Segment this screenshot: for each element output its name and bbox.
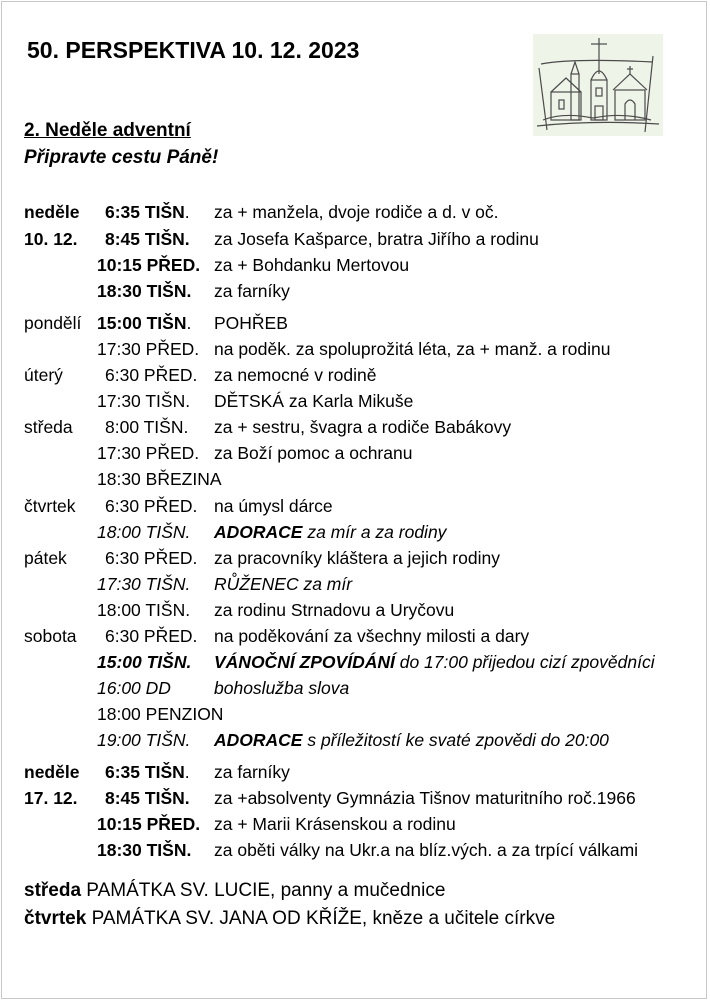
row-intention	[214, 838, 638, 862]
row-time	[105, 546, 197, 570]
row-time	[97, 572, 190, 596]
row-intention	[214, 441, 412, 465]
row-intention	[214, 676, 349, 700]
footer-day: středa	[24, 880, 82, 901]
row-intention	[214, 389, 413, 413]
row-day: 10. 12.	[24, 229, 78, 249]
footer-text: PAMÁTKA SV. LUCIE, panny a mučednice	[81, 880, 446, 901]
row-time	[97, 467, 222, 491]
row-time-suffix: .	[184, 202, 190, 222]
row-time-suffix: .	[184, 762, 190, 782]
row-time	[97, 728, 190, 752]
row-time-text: 15:00 TIŠN.	[97, 652, 192, 672]
row-time-text: 17:30 PŘED.	[97, 443, 200, 463]
row-intention-text: za farníky	[214, 762, 290, 782]
row-intention-text: za nemocné v rodině	[214, 365, 377, 385]
row-intention-text: na poděkování za všechny milosti a dary	[214, 626, 530, 646]
row-intention-text: RŮŽENEC za mír	[214, 574, 353, 594]
footer-line	[24, 880, 445, 902]
row-day: neděle	[24, 762, 80, 782]
row-intention	[214, 415, 511, 439]
row-intention-text: za + Bohdanku Mertovou	[214, 255, 410, 275]
row-time	[97, 838, 191, 862]
row-intention-text: DĚTSKÁ za Karla Mikuše	[214, 391, 414, 411]
row-time-text: 6:30 PŘED.	[105, 626, 198, 646]
row-intention-text: za mír a za rodiny	[302, 522, 447, 542]
row-time-text: 6:30 PŘED.	[105, 496, 198, 516]
row-intention-text: za + Marii Krásenskou a rodinu	[214, 814, 456, 834]
row-time	[97, 520, 190, 544]
row-intention	[214, 279, 290, 303]
row-intention	[214, 311, 288, 335]
row-intention-text: za oběti války na Ukr.a na blíz.vých. a za trpící válkami	[214, 840, 639, 860]
row-time-text: 17:30 TIŠN.	[97, 391, 191, 411]
page-title: 50. PERSPEKTIVA 10. 12. 2023	[27, 37, 360, 63]
row-intention-text: za Boží pomoc a ochranu	[214, 443, 413, 463]
row-time-text: 16:00 DD	[97, 678, 171, 698]
row-intention	[214, 650, 655, 674]
row-time	[105, 760, 190, 784]
row-intention-text: za rodinu Strnadovu a Uryčovu	[214, 600, 455, 620]
row-intention	[214, 253, 409, 277]
row-intention	[214, 598, 454, 622]
subtitle-motto: Připravte cestu Páně!	[24, 147, 219, 168]
row-time-text: 8:45 TIŠN.	[105, 788, 190, 808]
row-time	[97, 441, 199, 465]
row-time-text: 17:30 PŘED.	[97, 339, 200, 359]
church-logo-icon	[533, 34, 663, 136]
row-time-text: 18:30 TIŠN.	[97, 281, 192, 301]
row-intention	[214, 227, 539, 251]
row-intention-highlight: ADORACE	[214, 730, 303, 750]
row-intention	[214, 494, 333, 518]
row-time	[105, 624, 197, 648]
row-intention	[214, 572, 352, 596]
row-time-suffix: .	[186, 313, 192, 333]
row-time	[105, 415, 188, 439]
row-intention	[214, 624, 529, 648]
row-time-text: 6:35 TIŠN	[105, 762, 185, 782]
footer-day: čtvrtek	[24, 908, 87, 929]
row-time	[97, 389, 190, 413]
row-time-text: 18:30 TIŠN.	[97, 840, 192, 860]
row-intention	[214, 337, 610, 361]
row-day: úterý	[24, 365, 63, 385]
row-day: 17. 12.	[24, 788, 78, 808]
row-time	[97, 253, 200, 277]
row-intention-text: za + manžela, dvoje rodiče a d. v oč.	[214, 202, 499, 222]
row-time	[97, 650, 191, 674]
row-time	[105, 363, 197, 387]
row-time	[105, 200, 190, 224]
row-day: středa	[24, 417, 73, 437]
row-time-text: 19:00 TIŠN.	[97, 730, 191, 750]
row-intention	[214, 812, 456, 836]
row-intention-text: na úmysl dárce	[214, 496, 333, 516]
row-day: pondělí	[24, 313, 82, 333]
row-time	[97, 598, 190, 622]
row-time	[97, 676, 171, 700]
row-intention-text: s příležitostí ke svaté zpovědi do 20:00	[302, 730, 609, 750]
row-time	[97, 812, 200, 836]
row-intention-text: za +absolventy Gymnázia Tišnov maturitního roč.1966	[214, 788, 636, 808]
row-intention-text: do 17:00 přijedou cizí zpovědníci	[394, 652, 655, 672]
row-time-text: 15:00 TIŠN	[97, 313, 187, 333]
footer-line	[24, 908, 555, 930]
row-time-text: 10:15 PŘED.	[97, 814, 201, 834]
row-intention-highlight: VÁNOČNÍ ZPOVÍDÁNÍ	[214, 652, 395, 672]
row-intention-text: za + sestru, švagra a rodiče Babákovy	[214, 417, 512, 437]
row-time	[97, 311, 191, 335]
row-day: sobota	[24, 626, 77, 646]
row-time-text: 18:00 TIŠN.	[97, 522, 191, 542]
row-time-text: 17:30 TIŠN.	[97, 574, 191, 594]
row-intention	[214, 546, 500, 570]
row-time	[105, 494, 197, 518]
row-time	[105, 227, 190, 251]
row-intention-highlight: ADORACE	[214, 522, 303, 542]
row-intention	[214, 520, 446, 544]
row-intention	[214, 200, 499, 224]
row-time-text: 8:45 TIŠN.	[105, 229, 190, 249]
row-intention-text: za pracovníky kláštera a jejich rodiny	[214, 548, 500, 568]
row-time-text: 6:35 TIŠN	[105, 202, 185, 222]
row-intention	[214, 786, 636, 810]
row-time-text: 10:15 PŘED.	[97, 255, 201, 275]
row-time	[105, 786, 190, 810]
row-day: neděle	[24, 202, 80, 222]
row-intention-text: POHŘEB	[214, 313, 288, 333]
row-time-text: 6:30 PŘED.	[105, 365, 198, 385]
row-time-text: 18:00 PENZION	[97, 704, 224, 724]
row-intention	[214, 363, 376, 387]
row-time-text: 8:00 TIŠN.	[105, 417, 189, 437]
row-intention	[214, 760, 290, 784]
row-intention-text: na poděk. za spoluprožitá léta, za + manž. a rodinu	[214, 339, 611, 359]
row-time-text: 18:00 TIŠN.	[97, 600, 191, 620]
footer-text: PAMÁTKA SV. JANA OD KŘÍŽE, kněze a učitele církve	[86, 908, 556, 929]
subtitle-sunday: 2. Neděle adventní	[24, 120, 191, 141]
row-time	[97, 702, 223, 726]
row-time-text: 6:30 PŘED.	[105, 548, 198, 568]
row-intention-text: za farníky	[214, 281, 290, 301]
row-day: pátek	[24, 548, 67, 568]
row-intention	[214, 728, 609, 752]
row-intention-text: bohoslužba slova	[214, 678, 350, 698]
row-time-text: 18:30 BŘEZINA	[97, 469, 222, 489]
row-day: čtvrtek	[24, 496, 76, 516]
row-time	[97, 337, 199, 361]
row-time	[97, 279, 191, 303]
row-intention-text: za Josefa Kašparce, bratra Jiřího a rodinu	[214, 229, 539, 249]
